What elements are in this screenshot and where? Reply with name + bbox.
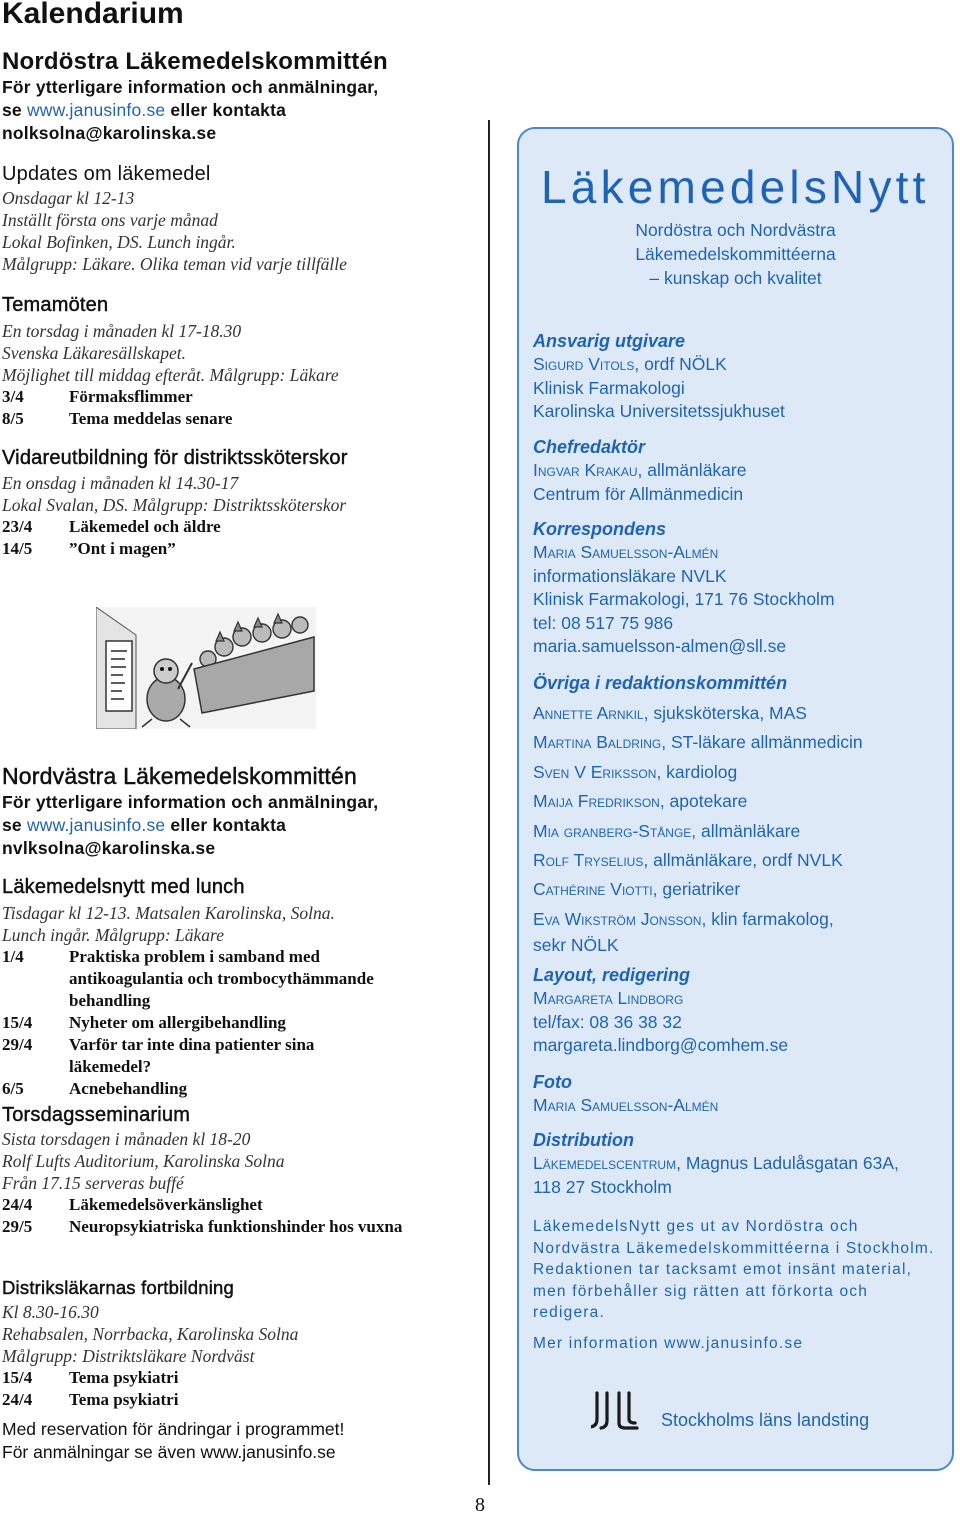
layout-email[interactable]: margareta.lindborg@comhem.se bbox=[533, 1035, 789, 1055]
torsdag-line: Från 17.15 serveras buffé bbox=[2, 1173, 184, 1193]
no-committee-block bbox=[2, 47, 470, 145]
torsdagsseminarium-section bbox=[2, 1102, 470, 1238]
event-date: 15/4 bbox=[2, 1013, 33, 1032]
lunch-section bbox=[2, 874, 470, 1100]
member-item: Maija Fredrikson, apotekare bbox=[533, 791, 748, 812]
korrespondens-email[interactable]: maria.samuelsson-almen@sll.se bbox=[533, 636, 787, 656]
layout-redigering: Layout, redigering Margareta Lindborg tel/fax: 08 36 38 32 margareta.lindborg@comhem.se bbox=[533, 963, 949, 1058]
nv-contact-email[interactable]: nvlksolna@karolinska.se bbox=[2, 838, 216, 858]
member-item: Sven V Eriksson, kardiolog bbox=[533, 761, 738, 782]
distriktslakare-heading: Distriksläkarnas fortbildning bbox=[2, 1277, 235, 1298]
footer-notes bbox=[2, 1418, 470, 1464]
sll-logo-icon bbox=[591, 1391, 639, 1431]
event-row bbox=[2, 1367, 470, 1389]
member-item: Rolf Tryselius, allmänläkare, ordf NVLK bbox=[533, 850, 843, 871]
distrikt-line: Kl 8.30-16.30 bbox=[2, 1302, 99, 1322]
lunch-line: Tisdagar kl 12-13. Matsalen Karolinska, Solna. bbox=[2, 903, 335, 923]
chefredaktor: Chefredaktör Ingvar Krakau, allmänläkare Centrum för Allmänmedicin bbox=[533, 437, 747, 504]
page-number: 8 bbox=[475, 1494, 485, 1516]
event-date: 1/4 bbox=[2, 947, 24, 966]
masthead-title: LäkemedelsNytt bbox=[541, 161, 930, 213]
event-row bbox=[2, 1034, 470, 1078]
event-date: 6/5 bbox=[2, 1079, 24, 1098]
member-item: Annette Arnkil, sjuksköterska, MAS bbox=[533, 703, 807, 723]
nv-committee-block bbox=[2, 762, 470, 860]
nv-info-line-2: se www.janusinfo.se eller kontakta bbox=[2, 815, 287, 835]
event-row bbox=[2, 1012, 470, 1034]
masthead-subtitle: Nordöstra och Nordvästra Läkemedelskommittéerna – kunskap och kvalitet bbox=[635, 220, 836, 288]
event-date: 29/5 bbox=[2, 1217, 33, 1236]
landsting-logo-block bbox=[591, 1391, 869, 1431]
updates-line: Onsdagar kl 12-13 bbox=[2, 188, 135, 208]
member-item: Mia granberg-Stånge, allmänläkare bbox=[533, 820, 801, 841]
member-list bbox=[533, 699, 949, 956]
event-title: Läkemedel och äldre bbox=[69, 517, 221, 536]
torsdag-line: Sista torsdagen i månaden kl 18-20 bbox=[2, 1129, 251, 1149]
updates-line: Inställt första ons varje månad bbox=[2, 210, 218, 230]
tema-line: En torsdag i månaden kl 17-18.30 bbox=[2, 321, 242, 341]
left-column bbox=[0, 0, 470, 1480]
event-title: Nyheter om allergibehandling bbox=[69, 1013, 286, 1032]
event-title: Varför tar inte dina patienter sina läkemedel? bbox=[69, 1035, 315, 1076]
member-item-extra: sekr NÖLK bbox=[533, 935, 619, 956]
event-date: 14/5 bbox=[2, 539, 33, 558]
doctor-cartoon-illustration bbox=[96, 607, 316, 729]
vidare-line: Lokal Svalan, DS. Målgrupp: Distriktssköterskor bbox=[2, 495, 347, 515]
event-date: 29/4 bbox=[2, 1035, 33, 1054]
event-title: Tema psykiatri bbox=[69, 1368, 179, 1387]
event-row bbox=[2, 386, 470, 408]
landsting-name: Stockholms läns landsting bbox=[661, 1409, 870, 1430]
no-info-line-2: se www.janusinfo.se eller kontakta bbox=[2, 100, 287, 120]
updates-heading: Updates om läkemedel bbox=[2, 163, 211, 185]
foto: Foto Maria Samuelsson-Almén bbox=[533, 1072, 719, 1115]
event-title: Förmaksflimmer bbox=[69, 387, 193, 406]
korrespondens: Korrespondens Maria Samuelsson-Almén informationsläkare NVLK Klinisk Farmakologi, 171 76 Stockholm tel: 08 517 75 986 maria.samuelsson-almen@sll.se bbox=[533, 517, 949, 659]
about-paragraph: LäkemedelsNytt ges ut av Nordöstra och Nordvästra Läkemedelskommittéerna i Stockholm. Redaktionen tar tacksamt emot insänt material, men förbehåller sig rätten att förkorta och redigera. bbox=[533, 1218, 935, 1321]
ansvarig-utgivare: Ansvarig utgivare Sigurd Vitols, ordf NÖLK Klinisk Farmakologi Karolinska Universitetssjukhuset bbox=[533, 331, 785, 421]
member-item: Cathérine Viotti, geriatriker bbox=[533, 879, 741, 900]
event-row bbox=[2, 538, 470, 560]
member-item: Eva Wikström Jonsson, klin farmakolog, bbox=[533, 908, 834, 929]
nv-committee-name: Nordvästra Läkemedelskommittén bbox=[2, 763, 357, 789]
event-title: Läkemedelsöverkänslighet bbox=[69, 1195, 263, 1214]
torsdag-line: Rolf Lufts Auditorium, Karolinska Solna bbox=[2, 1151, 285, 1171]
ovriga-redaktion: Övriga i redaktionskommittén Annette Arnkil, sjuksköterska, MAS Martina Baldring, ST-läkare allmänmedicin Sven V Eriksson, kardiolog Maija Fredrikson, apotekare Mia granberg-Stånge, allmänläkare Rolf Tryselius, allmänläkare, ordf NVLK Cathérine Viotti, geriatriker Eva Wikström Jonsson, klin farmakolog, sekr NÖLK bbox=[533, 671, 949, 956]
temamoten-heading: Temamöten bbox=[2, 294, 109, 316]
distrikt-line: Rehabsalen, Norrbacka, Karolinska Solna bbox=[2, 1324, 299, 1344]
temamoten-section bbox=[2, 292, 470, 430]
event-date: 8/5 bbox=[2, 409, 24, 428]
no-committee-name: Nordöstra Läkemedelskommittén bbox=[2, 48, 388, 75]
updates-line: Målgrupp: Läkare. Olika teman vid varje tillfälle bbox=[2, 254, 347, 274]
no-contact-email[interactable]: nolksolna@karolinska.se bbox=[2, 123, 217, 143]
nv-janusinfo-link[interactable]: www.janusinfo.se bbox=[26, 815, 166, 835]
registration-note: För anmälningar se även www.janusinfo.se bbox=[2, 1442, 336, 1462]
event-row bbox=[2, 1216, 470, 1238]
event-row bbox=[2, 946, 470, 1012]
distribution: Distribution Läkemedelscentrum, Magnus Ladulåsgatan 63A, 118 27 Stockholm bbox=[533, 1130, 899, 1197]
lunch-line: Lunch ingår. Målgrupp: Läkare bbox=[2, 925, 224, 945]
vidareutbildning-heading: Vidareutbildning för distriktssköterskor bbox=[2, 447, 348, 469]
event-date: 24/4 bbox=[2, 1195, 33, 1214]
reservation-note: Med reservation för ändringar i programmet! bbox=[2, 1419, 345, 1439]
event-row bbox=[2, 408, 470, 430]
updates-section bbox=[2, 161, 470, 275]
updates-line: Lokal Bofinken, DS. Lunch ingår. bbox=[2, 232, 236, 252]
event-date: 23/4 bbox=[2, 517, 33, 536]
more-info-link[interactable]: Mer information www.janusinfo.se bbox=[533, 1335, 804, 1352]
event-date: 15/4 bbox=[2, 1368, 33, 1387]
event-date: 3/4 bbox=[2, 387, 24, 406]
masthead-box bbox=[517, 127, 954, 1471]
no-janusinfo-link[interactable]: www.janusinfo.se bbox=[26, 100, 166, 120]
event-row bbox=[2, 1389, 470, 1411]
torsdagsseminarium-heading: Torsdagsseminarium bbox=[2, 1104, 191, 1126]
distrikt-line: Målgrupp: Distriktsläkare Nordväst bbox=[2, 1346, 255, 1366]
event-title: Acnebehandling bbox=[69, 1079, 188, 1098]
event-title: Tema meddelas senare bbox=[69, 409, 233, 428]
distriktslakare-section bbox=[2, 1275, 470, 1411]
event-title: Praktiska problem i samband med antikoagulantia och trombocythämmande behandling bbox=[69, 947, 374, 1010]
event-row bbox=[2, 1194, 470, 1216]
event-title: Tema psykiatri bbox=[69, 1390, 179, 1409]
tema-line: Svenska Läkaresällskapet. bbox=[2, 343, 187, 363]
event-title: Neuropsykiatriska funktionshinder hos vuxna bbox=[69, 1217, 403, 1236]
lunch-heading: Läkemedelsnytt med lunch bbox=[2, 876, 245, 898]
event-title: ”Ont i magen” bbox=[69, 539, 176, 558]
nv-info-line: För ytterligare information och anmälningar, bbox=[2, 792, 379, 812]
member-item: Martina Baldring, ST-läkare allmänmedicin bbox=[533, 732, 863, 753]
tema-line: Möjlighet till middag efteråt. Målgrupp: Läkare bbox=[2, 365, 339, 385]
event-row bbox=[2, 516, 470, 538]
event-row bbox=[2, 1078, 470, 1100]
no-info-line: För ytterligare information och anmälningar, bbox=[2, 77, 379, 97]
page-title: Kalendarium bbox=[2, 0, 184, 30]
vidareutbildning-section bbox=[2, 445, 470, 560]
vidare-line: En onsdag i månaden kl 14.30-17 bbox=[2, 473, 239, 493]
column-divider bbox=[488, 120, 490, 1485]
event-date: 24/4 bbox=[2, 1390, 33, 1409]
